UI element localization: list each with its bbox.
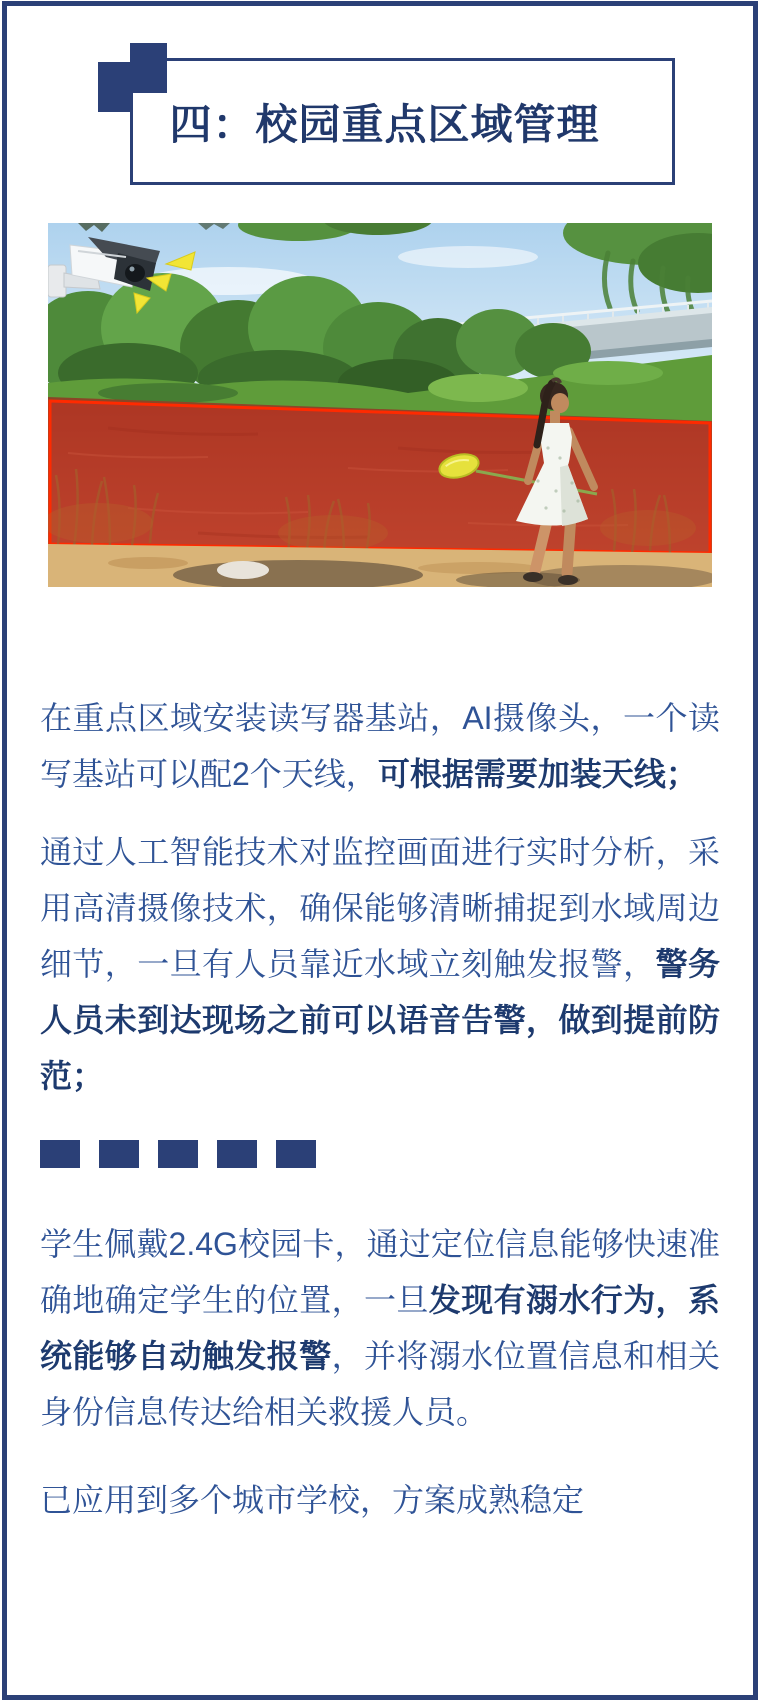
text-run-bold: 发现有溺水行为，系统能够自动触发报警	[40, 1282, 720, 1374]
title-box	[130, 58, 675, 185]
divider-square	[276, 1140, 316, 1168]
paragraph-deployment	[40, 1472, 720, 1528]
river-scene-illustration	[48, 223, 712, 587]
paragraph-antenna	[40, 690, 720, 802]
paragraph-campus-card	[40, 1216, 720, 1440]
text-run-bold: 可根据需要加装天线；	[377, 756, 698, 792]
text-run: 通过人工智能技术对监控画面进行实时分析，采用高清摄像技术，确保能够清晰捕捉到水域周边细节，一旦有人员靠近水域立刻触发报警，	[40, 834, 720, 982]
text-run: ，并将溺水位置信息和相关身份信息传达给相关救援人员。	[40, 1338, 720, 1430]
divider-square	[158, 1140, 198, 1168]
text-run: 在重点区域安装读写器基站，AI摄像头，一个读写基站可以配2个天线，	[40, 700, 720, 792]
title-deco-square-top	[130, 43, 167, 93]
text-run-bold: 警务人员未到达现场之前可以语音告警，做到提前防范；	[40, 946, 720, 1094]
text-run: 已应用到多个城市学校，方案成熟稳定	[40, 1482, 585, 1518]
article-body	[40, 690, 720, 1528]
divider-square	[99, 1140, 139, 1168]
divider-square	[217, 1140, 257, 1168]
paragraph-ai-monitoring	[40, 824, 720, 1104]
text-run: 学生佩戴2.4G校园卡，通过定位信息能够快速准确地确定学生的位置，一旦	[40, 1226, 720, 1318]
photo	[48, 223, 712, 587]
page-title: 四：校园重点区域管理	[169, 100, 600, 148]
divider-square	[40, 1140, 80, 1168]
title-deco-square-left	[98, 62, 131, 112]
square-dash-divider	[40, 1140, 720, 1168]
